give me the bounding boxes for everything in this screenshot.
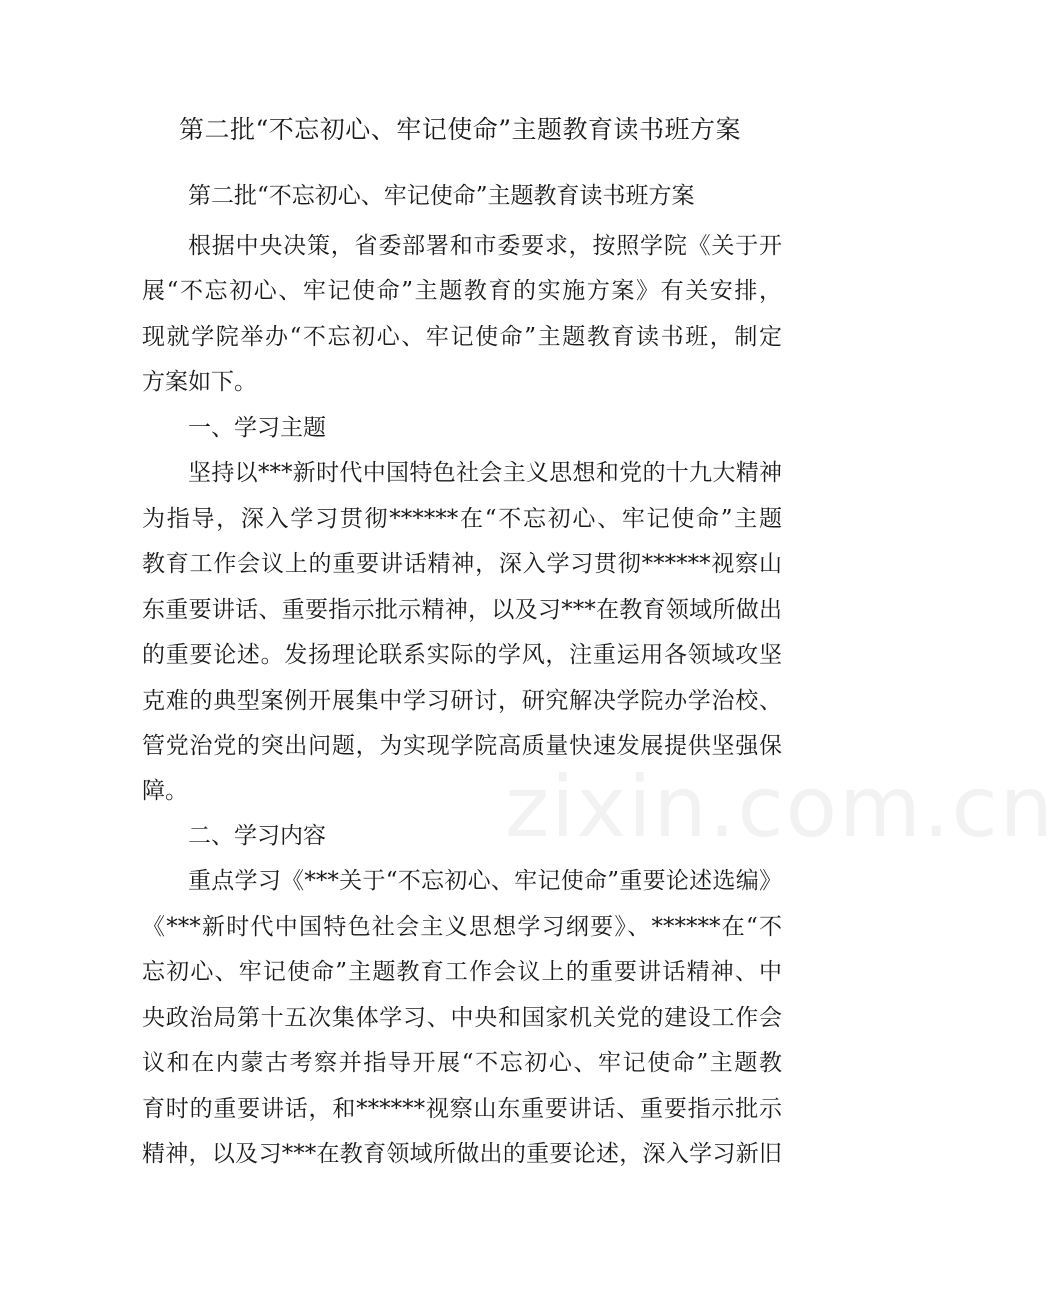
paragraph-line: 《***新时代中国特色社会主义思想学习纲要》、******在“不 (142, 914, 782, 940)
intro-line: 现就学院举办“不忘初心、牢记使命”主题教育读书班，制定 (142, 324, 782, 350)
section-heading: 二、学习内容 (188, 823, 326, 849)
paragraph-line: 管党治党的突出问题，为实现学院高质量快速发展提供坚强保 (142, 733, 782, 759)
watermark-text: zixin.com.cn (505, 758, 1055, 856)
paragraph-line: 忘初心、牢记使命”主题教育工作会议上的重要讲话精神、中 (142, 959, 782, 985)
paragraph-line: 坚持以***新时代中国特色社会主义思想和党的十九大精神 (188, 460, 782, 486)
paragraph-line: 央政治局第十五次集体学习、中央和国家机关党的建设工作会 (142, 1005, 782, 1031)
section-heading: 一、学习主题 (188, 415, 326, 441)
paragraph-line: 育时的重要讲话，和******视察山东重要讲话、重要指示批示 (142, 1096, 782, 1122)
paragraph-line: 克难的典型案例开展集中学习研讨，研究解决学院办学治校、 (142, 688, 782, 714)
intro-line: 根据中央决策，省委部署和市委要求，按照学院《关于开 (188, 233, 782, 259)
paragraph-line: 为指导，深入学习贯彻******在“不忘初心、牢记使命”主题 (142, 506, 782, 532)
paragraph-line: 议和在内蒙古考察并指导开展“不忘初心、牢记使命”主题教 (142, 1050, 782, 1076)
intro-line: 方案如下。 (142, 369, 257, 395)
paragraph-line: 教育工作会议上的重要讲话精神，深入学习贯彻******视察山 (142, 551, 782, 577)
intro-line: 展“不忘初心、牢记使命”主题教育的实施方案》有关安排， (142, 278, 782, 304)
paragraph-line: 的重要论述。发扬理论联系实际的学风，注重运用各领域攻坚 (142, 642, 782, 668)
paragraph-line: 精神，以及习***在教育领域所做出的重要论述，深入学习新旧 (142, 1141, 782, 1167)
paragraph-line: 重点学习《***关于“不忘初心、牢记使命”重要论述选编》 (188, 868, 782, 894)
paragraph-line: 障。 (142, 778, 188, 804)
paragraph-line: 东重要讲话、重要指示批示精神，以及习***在教育领域所做出 (142, 597, 782, 623)
document-subtitle: 第二批“不忘初心、牢记使命”主题教育读书班方案 (188, 183, 695, 209)
document-title: 第二批“不忘初心、牢记使命”主题教育读书班方案 (178, 115, 742, 144)
